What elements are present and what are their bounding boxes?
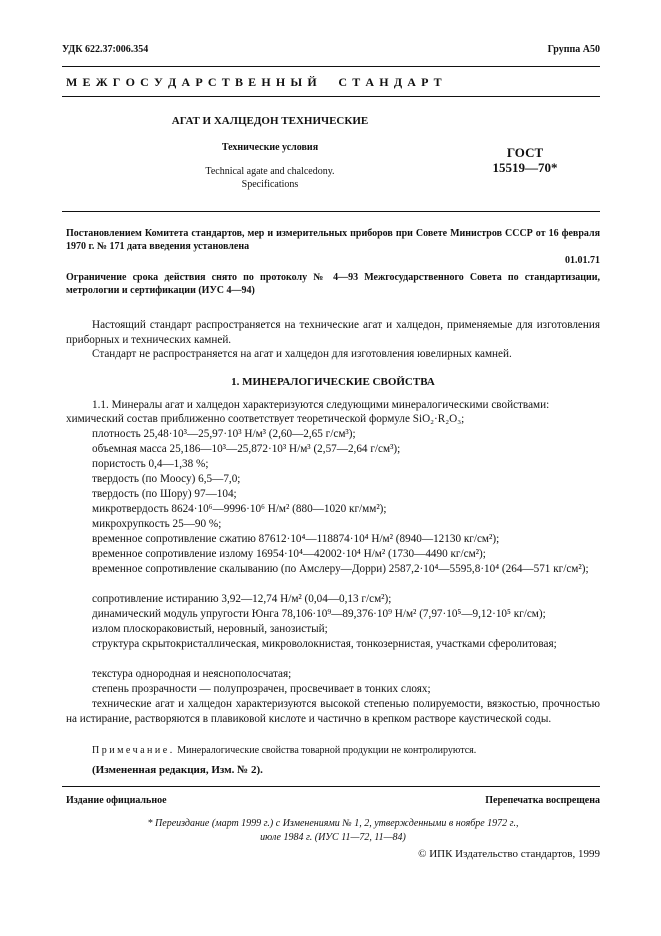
property-line-17: текстура однородная и неяснополосчатая; — [92, 668, 292, 680]
property-line-15: излом плоскораковистый, неровный, занозистый; — [92, 623, 328, 635]
note-text: Минералогические свойства товарной продукции не контролируются. — [177, 745, 477, 756]
property-line-13: сопротивление истиранию 3,92—12,74 Н/м² (0,04—0,13 г/см²); — [92, 593, 392, 605]
property-line-18: степень прозрачности — полупрозрачен, просвечивает в тонких слоях; — [92, 683, 431, 695]
document-title: АГАТ И ХАЛЦЕДОН ТЕХНИЧЕСКИЕ — [171, 115, 369, 127]
restriction-text: Ограничение срока действия снято по протоколу № 4—93 Межгосударственного Совета по стандартизации, метрологии и сертификации (ИУС 4—94) — [66, 272, 600, 296]
property-line-12: временное сопротивление скалыванию (по Амслеру—Дорри) 2587,2·10⁴—5595,8·10⁴ (264—571 кг/см²); — [92, 563, 589, 575]
interstate-standard-banner: М Е Ж Г О С У Д А Р С Т В Е Н Н Ы Й С Т А Н Д А Р Т — [66, 75, 443, 89]
revision-note: (Измененная редакция, Изм. № 2). — [92, 764, 263, 776]
intro-paragraph-2: Стандарт не распространяется на агат и халцедон для изготовления ювелирных камней. — [92, 348, 512, 360]
property-line-7: твердость (по Шору) 97—104; — [92, 488, 237, 500]
reissue-line-1: * Переиздание (март 1999 г.) с Изменениями № 1, 2, утвержденными в ноябре 1972 г., — [147, 818, 519, 829]
property-line-5: пористость 0,4—1,38 %; — [92, 458, 209, 470]
udk-code: УДК 622.37:006.354 — [62, 44, 149, 55]
property-line-10: временное сопротивление сжатию 87612·10⁴—118874·10⁴ Н/м² (8940—12130 кг/см²); — [92, 533, 500, 545]
english-title-line1: Technical agate and chalcedony. — [205, 166, 335, 177]
property-line-14: динамический модуль упругости Юнга 78,106·10⁹—89,376·10⁹ Н/м² (7,97·10⁵—9,12·10⁵ кг/см); — [92, 608, 546, 620]
reprint-prohibited: Перепечатка воспрещена — [485, 795, 600, 806]
resolution-text: Постановлением Комитета стандартов, мер и измерительных приборов при Совете Министров СССР от 16 февраля 1970 г. № 171 дата введения установлена — [66, 228, 600, 252]
official-edition: Издание официальное — [66, 795, 167, 806]
intro-paragraph-1: Настоящий стандарт распространяется на технические агат и халцедон, применяемые для изготовления приборных и технических камней. — [66, 319, 600, 346]
property-line-2: химический состав приближенно соответствует теоретической формуле SiO₂·R₂O₃; — [66, 413, 465, 425]
title-rule — [62, 211, 600, 212]
copyright: © ИПК Издательство стандартов, 1999 — [418, 848, 600, 860]
property-line-9: микрохрупкость 25—90 %; — [92, 518, 222, 530]
property-line-6: твердость (по Moocy) 6,5—7,0; — [92, 473, 241, 485]
property-line-1: 1.1. Минералы агат и халцедон характеризуются следующими минералогическими свойствами: — [92, 399, 550, 411]
property-line-16: структура скрытокристаллическая, микроволокнистая, тонкозернистая, участками сферолитовая; — [92, 638, 557, 650]
property-line-11: временное сопротивление излому 16954·10⁴—42002·10⁴ Н/м² (1730—4490 кг/см²); — [92, 548, 486, 560]
reissue-line-2: июле 1984 г. (ИУС 11—72, 11—84) — [260, 832, 406, 843]
gost-label: ГОСТ — [506, 145, 544, 160]
property-line-8: микротвердость 8624·10⁶—9996·10⁶ Н/м² (880—1020 кг/мм²); — [92, 503, 387, 515]
gost-number: 15519—70* — [492, 160, 558, 175]
property-line-3: плотность 25,48·10³—25,97·10³ Н/м³ (2,60—2,65 г/см³); — [92, 428, 356, 440]
section-heading: 1. МИНЕРАЛОГИЧЕСКИЕ СВОЙСТВА — [231, 376, 435, 388]
footer-rule — [62, 786, 600, 787]
top-rule — [62, 66, 600, 67]
property-line-4: объемная масса 25,186—10³—25,872·10³ Н/м³ (2,57—2,64 г/см³); — [92, 443, 401, 455]
english-title-line2: Specifications — [241, 179, 299, 190]
spec-subtitle: Технические условия — [221, 142, 319, 153]
banner-rule — [62, 96, 600, 97]
group-code: Группа А50 — [547, 44, 600, 55]
property-line-19: технические агат и халцедон характеризуются высокой степенью полируемости, вязкостью, прочностью на истирание, растворяются в плавиковой кислоте и частично в крепком растворе каустической соды. — [66, 698, 600, 725]
introduction-date: 01.01.71 — [565, 255, 600, 266]
note-label: Примечание. — [92, 745, 175, 756]
note — [92, 745, 600, 756]
